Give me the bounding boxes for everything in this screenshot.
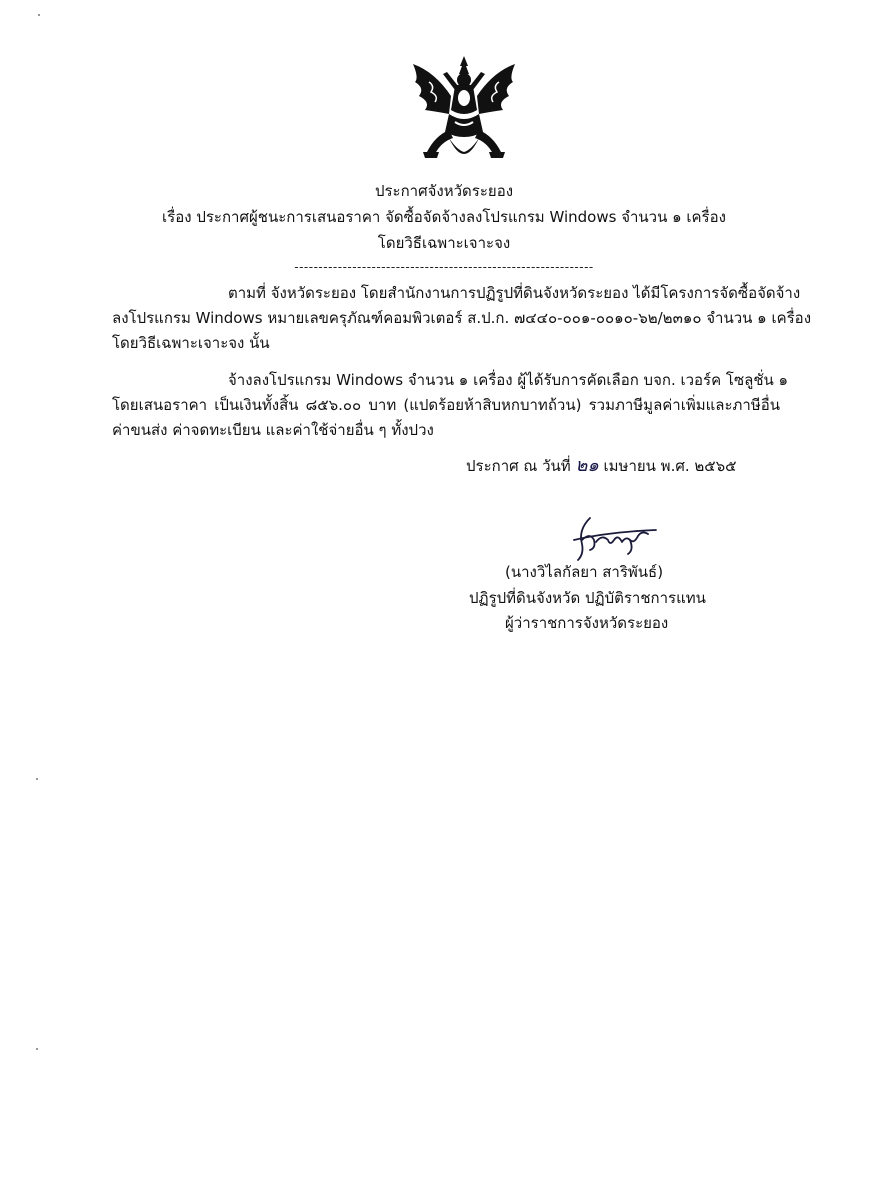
scan-speck xyxy=(38,14,40,16)
date-suffix: เมษายน พ.ศ. ๒๕๖๕ xyxy=(603,457,737,475)
scan-speck xyxy=(36,1048,38,1050)
date-prefix: ประกาศ ณ วันที่ xyxy=(466,457,571,475)
signatory-name: (นางวิไลกัลยา สาริพันธ์) xyxy=(505,563,664,581)
paragraph-line: ตามที่ จังหวัดระยอง โดยสำนักงานการปฏิรูปที่ดินจังหวัดระยอง ได้มีโครงการจัดซื้อจัดจ้าง xyxy=(228,284,801,302)
paragraph-project xyxy=(112,281,812,356)
procurement-method: โดยวิธีเฉพาะเจาะจง xyxy=(377,234,511,252)
signatory-authority: ผู้ว่าราชการจังหวัดระยอง xyxy=(505,614,669,632)
garuda-emblem-icon xyxy=(405,52,523,170)
paragraph-line: โดยเสนอราคา เป็นเงินทั้งสิ้น ๘๕๖.๐๐ บาท (แปดร้อยห้าสิบหกบาทถ้วน) รวมภาษีมูลค่าเพิ่มและภาษีอื่น xyxy=(112,396,780,414)
paragraph-line: ค่าขนส่ง ค่าจดทะเบียน และค่าใช้จ่ายอื่น ๆ ทั้งปวง xyxy=(112,421,434,439)
document-title: ประกาศจังหวัดระยอง xyxy=(374,182,514,200)
date-day: ๒๑ xyxy=(575,455,599,476)
paragraph-line: จ้างลงโปรแกรม Windows จำนวน ๑ เครื่อง ผู้ได้รับการคัดเลือก บจก. เวอร์ค โซลูชั่น ๑ xyxy=(228,371,789,389)
scan-speck xyxy=(36,778,38,780)
announcement-date xyxy=(466,455,737,477)
paragraph-line: โดยวิธีเฉพาะเจาะจง นั้น xyxy=(112,334,270,352)
paragraph-winner xyxy=(112,368,789,443)
document-subject: เรื่อง ประกาศผู้ชนะการเสนอราคา จัดซื้อจัดจ้างลงโปรแกรม Windows จำนวน ๑ เครื่อง xyxy=(162,208,726,226)
paragraph-line: ลงโปรแกรม Windows หมายเลขครุภัณฑ์คอมพิวเตอร์ ส.ป.ก. ๗๔๔๐-๐๐๑-๐๐๑๐-๖๒/๒๓๑๐ จำนวน ๑ เครื่อง xyxy=(112,309,812,327)
handwritten-signature xyxy=(568,510,660,564)
signatory-position: ปฏิรูปที่ดินจังหวัด ปฏิบัติราชการแทน xyxy=(469,589,706,607)
divider-line: -------------------------------------------------------------- xyxy=(294,260,594,274)
